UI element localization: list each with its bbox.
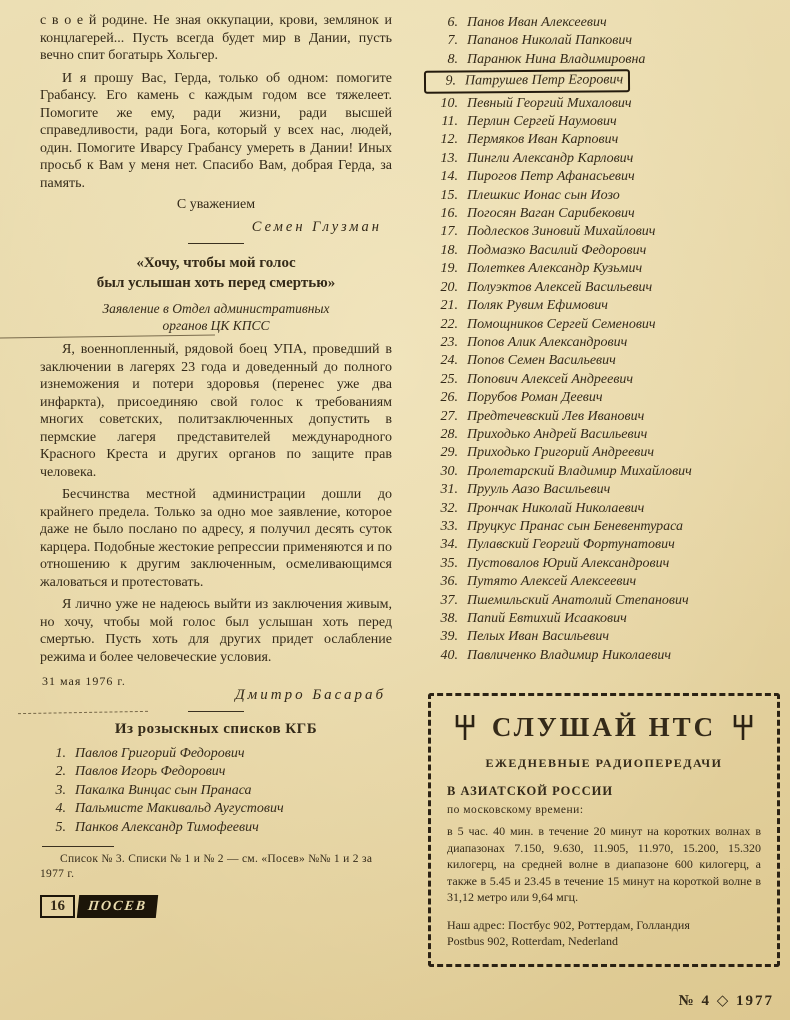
list-item-name: Папанов Николай Папкович	[467, 33, 633, 49]
list-item	[428, 316, 780, 334]
section-divider	[188, 243, 244, 244]
list-item-number: 1.	[55, 746, 66, 761]
list-item-name: Прууль Аазо Васильевич	[467, 482, 611, 498]
list-item-name: Панов Иван Алексеевич	[467, 15, 607, 30]
list-item-number: 21.	[440, 298, 458, 314]
list-item-name: Полеткев Александр Кузьмич	[467, 261, 643, 277]
list-item-name: Певный Георгий Михалович	[467, 95, 632, 111]
list-item	[428, 168, 780, 186]
list-item-number: 28.	[440, 426, 458, 442]
list-item-name: Попов Семен Васильевич	[467, 353, 616, 369]
list-item	[428, 131, 780, 149]
nts-trident-icon	[732, 713, 754, 743]
list-item-name: Перлин Сергей Наумович	[467, 114, 617, 130]
list-item	[428, 113, 780, 131]
list-item-number: 37.	[440, 592, 458, 608]
nts-trident-icon	[454, 713, 476, 743]
list-item-number: 33.	[440, 518, 458, 534]
list-item	[428, 334, 780, 352]
left-column	[40, 12, 392, 918]
list-item	[428, 260, 780, 278]
list-item-number: 36.	[440, 574, 458, 590]
list-item-number: 25.	[440, 371, 458, 387]
list-item	[428, 352, 780, 370]
issue-number: № 4 ◇ 1977	[678, 993, 774, 1009]
list-item	[40, 782, 392, 800]
list-item-name: Павлов Григорий Федорович	[75, 746, 245, 761]
list-item-number: 35.	[440, 555, 458, 571]
nts-region: В АЗИАТСКОЙ РОССИИ	[447, 784, 614, 799]
list-item	[428, 242, 780, 260]
list-item-number: 13.	[440, 150, 458, 166]
list-item	[428, 573, 780, 591]
list-item-number: 8.	[447, 51, 458, 67]
right-column	[428, 14, 780, 967]
list-item	[40, 800, 392, 818]
list-item-number: 6.	[447, 15, 458, 30]
kgb-list-1-5	[40, 745, 392, 837]
list-item-name: Попов Алик Александрович	[467, 334, 628, 350]
list-item-number: 15.	[440, 187, 458, 203]
list-item-number: 7.	[447, 33, 458, 49]
posev-logo: ПОСЕВ	[77, 895, 158, 918]
list-item	[428, 150, 780, 168]
list-item	[428, 555, 780, 573]
list-item-name: Поляк Рувим Ефимович	[467, 298, 608, 314]
list-item-number: 2.	[55, 764, 66, 780]
list-item-name: Подлесков Зиновий Михайлович	[467, 224, 656, 240]
kgb-list-heading: Из розыскных списков КГБ	[114, 721, 318, 737]
list-item-name: Прончак Николай Николаевич	[467, 500, 645, 516]
list-item	[428, 536, 780, 554]
list-item-number: 23.	[440, 334, 458, 350]
list-item-number: 17.	[440, 224, 458, 240]
list-item-name: Пруцкус Пранас сын Беневентураса	[467, 518, 684, 534]
list-item-name: Порубов Роман Деевич	[467, 390, 603, 406]
nts-subtitle: ЕЖЕДНЕВНЫЕ РАДИОПЕРЕДАЧИ	[485, 756, 723, 771]
list-item	[428, 32, 780, 50]
list-item	[428, 223, 780, 241]
list-item-number: 12.	[440, 132, 458, 148]
list-item	[40, 763, 392, 781]
list-item-number: 4.	[55, 801, 66, 817]
section-divider	[188, 711, 244, 712]
statement-paragraph: Я лично уже не надеюсь выйти из заключения живым, но хочу, чтобы мой голос был услышан хоть перед смертью. Пусть хоть для других придет ослабление режима и более человеческие условия.	[40, 597, 392, 665]
list-item-number: 16.	[440, 206, 458, 222]
list-item-name: Пакалка Винцас сын Пранаса	[75, 782, 252, 798]
nts-broadcast-details: в 5 час. 40 мин. в течение 20 минут на коротких волнах в диапазонах 7.150, 9.630, 11.905, 11.970, 15.200, 15.320 килогерц, на средней волне в диапазоне 600 килогерц, а также в 5.45 и 23.45 в течение 15 минут на короткой волне в 31,12 метро или 9,64 мгц.	[447, 824, 761, 905]
list-item-name: Паранюк Нина Владимировна	[467, 51, 646, 67]
list-item-name: Пустовалов Юрий Александрович	[467, 555, 670, 571]
nts-title: СЛУШАЙ НТС	[491, 712, 717, 743]
letter-signature: Семен Глузман	[251, 219, 382, 235]
nts-title-row	[447, 712, 761, 743]
statement-paragraph: Я, военнопленный, рядовой боец УПА, проведший в заключении в лагерях 23 года и доведенный до полного изнеможения и потери здоровья (перенес уже два инфаркта), присоединяю свой голос к требованиям многих советских, политзаключенных допустить в пермские лагеря представителей международного Красного Креста и других органов по защите прав человека.	[40, 342, 392, 480]
list-item	[424, 69, 630, 94]
list-item	[428, 500, 780, 518]
list-item-name: Помощников Сергей Семенович	[467, 316, 656, 332]
list-item-number: 30.	[440, 463, 458, 479]
list-item-name: Приходько Григорий Андреевич	[467, 445, 655, 461]
list-item	[428, 95, 780, 113]
nts-time-note: по московскому времени:	[447, 804, 584, 817]
list-item-number: 29.	[440, 445, 458, 461]
statement-subtitle: Заявление в Отдел административных органов ЦК КПСС	[102, 301, 330, 333]
list-item	[428, 444, 780, 462]
list-item-number: 19.	[440, 261, 458, 277]
list-item	[40, 819, 392, 837]
list-item-name: Папий Евтихий Исаакович	[467, 611, 627, 626]
list-item	[428, 389, 780, 407]
list-item-number: 18.	[440, 242, 458, 258]
page-number: 16	[40, 895, 75, 918]
list-item-number: 31.	[440, 482, 458, 498]
list-item	[40, 745, 392, 763]
letter-paragraph: И я прошу Вас, Герда, только об одном: помогите Грабансу. Его камень с каждым годом все тяжелеет. Помогите же ему, ради жизни, ради высшей справедливости, ради Бога, который у всех нас, людей, один. Помогите Иварсу Грабансу умереть в Дании! Иных просьб к Вам у меня нет. Спасибо Вам, добрая Герда, за память.	[40, 70, 392, 191]
list-item-name: Панков Александр Тимофеевич	[75, 819, 259, 835]
list-item-name: Пулавский Георгий Фортунатович	[467, 537, 675, 553]
list-item-name: Подмазко Василий Федорович	[467, 242, 647, 258]
list-item-number: 38.	[440, 611, 458, 626]
letter-closing: С уважением	[176, 197, 256, 212]
list-item-number: 26.	[440, 390, 458, 406]
list-item	[428, 51, 780, 69]
list-item-name: Путято Алексей Алексеевич	[467, 574, 637, 590]
list-item-name: Приходько Андрей Васильевич	[467, 426, 648, 442]
list-item-name: Пролетарский Владимир Михайлович	[467, 463, 692, 479]
list-item-number: 3.	[55, 782, 66, 798]
list-item-number: 22.	[440, 316, 458, 332]
list-item-name: Пирогов Петр Афанасьевич	[467, 169, 635, 185]
list-item-name: Пермяков Иван Карпович	[467, 132, 619, 148]
list-item	[428, 279, 780, 297]
list-item	[428, 647, 780, 665]
list-item-number: 14.	[440, 169, 458, 185]
list-item-name: Плешкис Ионас сын Иозо	[467, 187, 620, 203]
page-footer-left	[40, 895, 392, 918]
list-item	[428, 518, 780, 536]
list-item-number: 11.	[441, 114, 458, 130]
list-item-number: 10.	[440, 95, 458, 111]
list-item-number: 24.	[440, 353, 458, 369]
list-item	[428, 14, 780, 32]
list-item	[428, 610, 780, 628]
list-item	[428, 592, 780, 610]
footnote-rule	[42, 846, 114, 847]
list-item-number: 39.	[440, 629, 458, 645]
statement-date: 31 мая 1976 г.	[42, 674, 126, 688]
list-item	[428, 628, 780, 646]
list-item-name: Патрушев Петр Егорович	[464, 72, 624, 89]
list-item-number: 34.	[440, 537, 458, 553]
nts-ad-box	[428, 693, 780, 967]
list-item-number: 9.	[445, 73, 457, 89]
list-item	[428, 481, 780, 499]
list-item	[428, 187, 780, 205]
statement-signature: Дмитро Басараб	[235, 687, 386, 703]
list-item-name: Пингли Александр Карлович	[467, 150, 634, 166]
list-item-name: Пшемильский Анатолий Степанович	[467, 592, 689, 608]
list-item-name: Павличенко Владимир Николаевич	[467, 647, 672, 663]
list-item-number: 32.	[440, 500, 458, 516]
list-item	[428, 205, 780, 223]
list-item-name: Предтечевский Лев Иванович	[467, 408, 645, 424]
kgb-list-6-40	[428, 14, 780, 665]
nts-address: Наш адрес: Постбус 902, Роттердам, Голландия Postbus 902, Rotterdam, Nederland	[447, 917, 690, 949]
footnote: Список № 3. Списки № 1 и № 2 — см. «Посев» №№ 1 и 2 за 1977 г.	[40, 853, 373, 880]
list-item-name: Полуэктов Алексей Васильевич	[467, 279, 653, 295]
list-item-name: Попович Алексей Андреевич	[467, 371, 634, 387]
list-item-number: 5.	[55, 819, 66, 835]
list-item-name: Погосян Ваган Сарибекович	[467, 206, 635, 222]
list-item-number: 20.	[440, 279, 458, 295]
statement-paragraph: Бесчинства местной администрации дошли до крайнего предела. Только за одно мое заявление, которое даже не было послано по адресу, я получил десять суток карцера. Подобные жестокие репрессии применяются и по отношению к другим заключенным, осмеливающимся жаловаться и протестовать.	[40, 487, 392, 590]
list-item	[428, 463, 780, 481]
list-item	[428, 297, 780, 315]
list-item-name: Пальмисте Макивальд Аугустович	[75, 801, 284, 817]
letter-paragraph: с в о е й родине. Не зная оккупации, крови, землянок и концлагерей... Пусть всегда будет мир в Дании, пусть вечно спит богатырь Хольгер.	[40, 13, 392, 63]
list-item-number: 27.	[440, 408, 458, 424]
statement-title: «Хочу, чтобы мой голос был услышан хоть перед смертью»	[96, 255, 336, 291]
list-item-name: Пелых Иван Васильевич	[467, 629, 610, 645]
list-item	[428, 408, 780, 426]
list-item	[428, 426, 780, 444]
list-item-number: 40.	[440, 647, 458, 663]
list-item-name: Павлов Игорь Федорович	[75, 764, 226, 780]
list-item	[428, 371, 780, 389]
